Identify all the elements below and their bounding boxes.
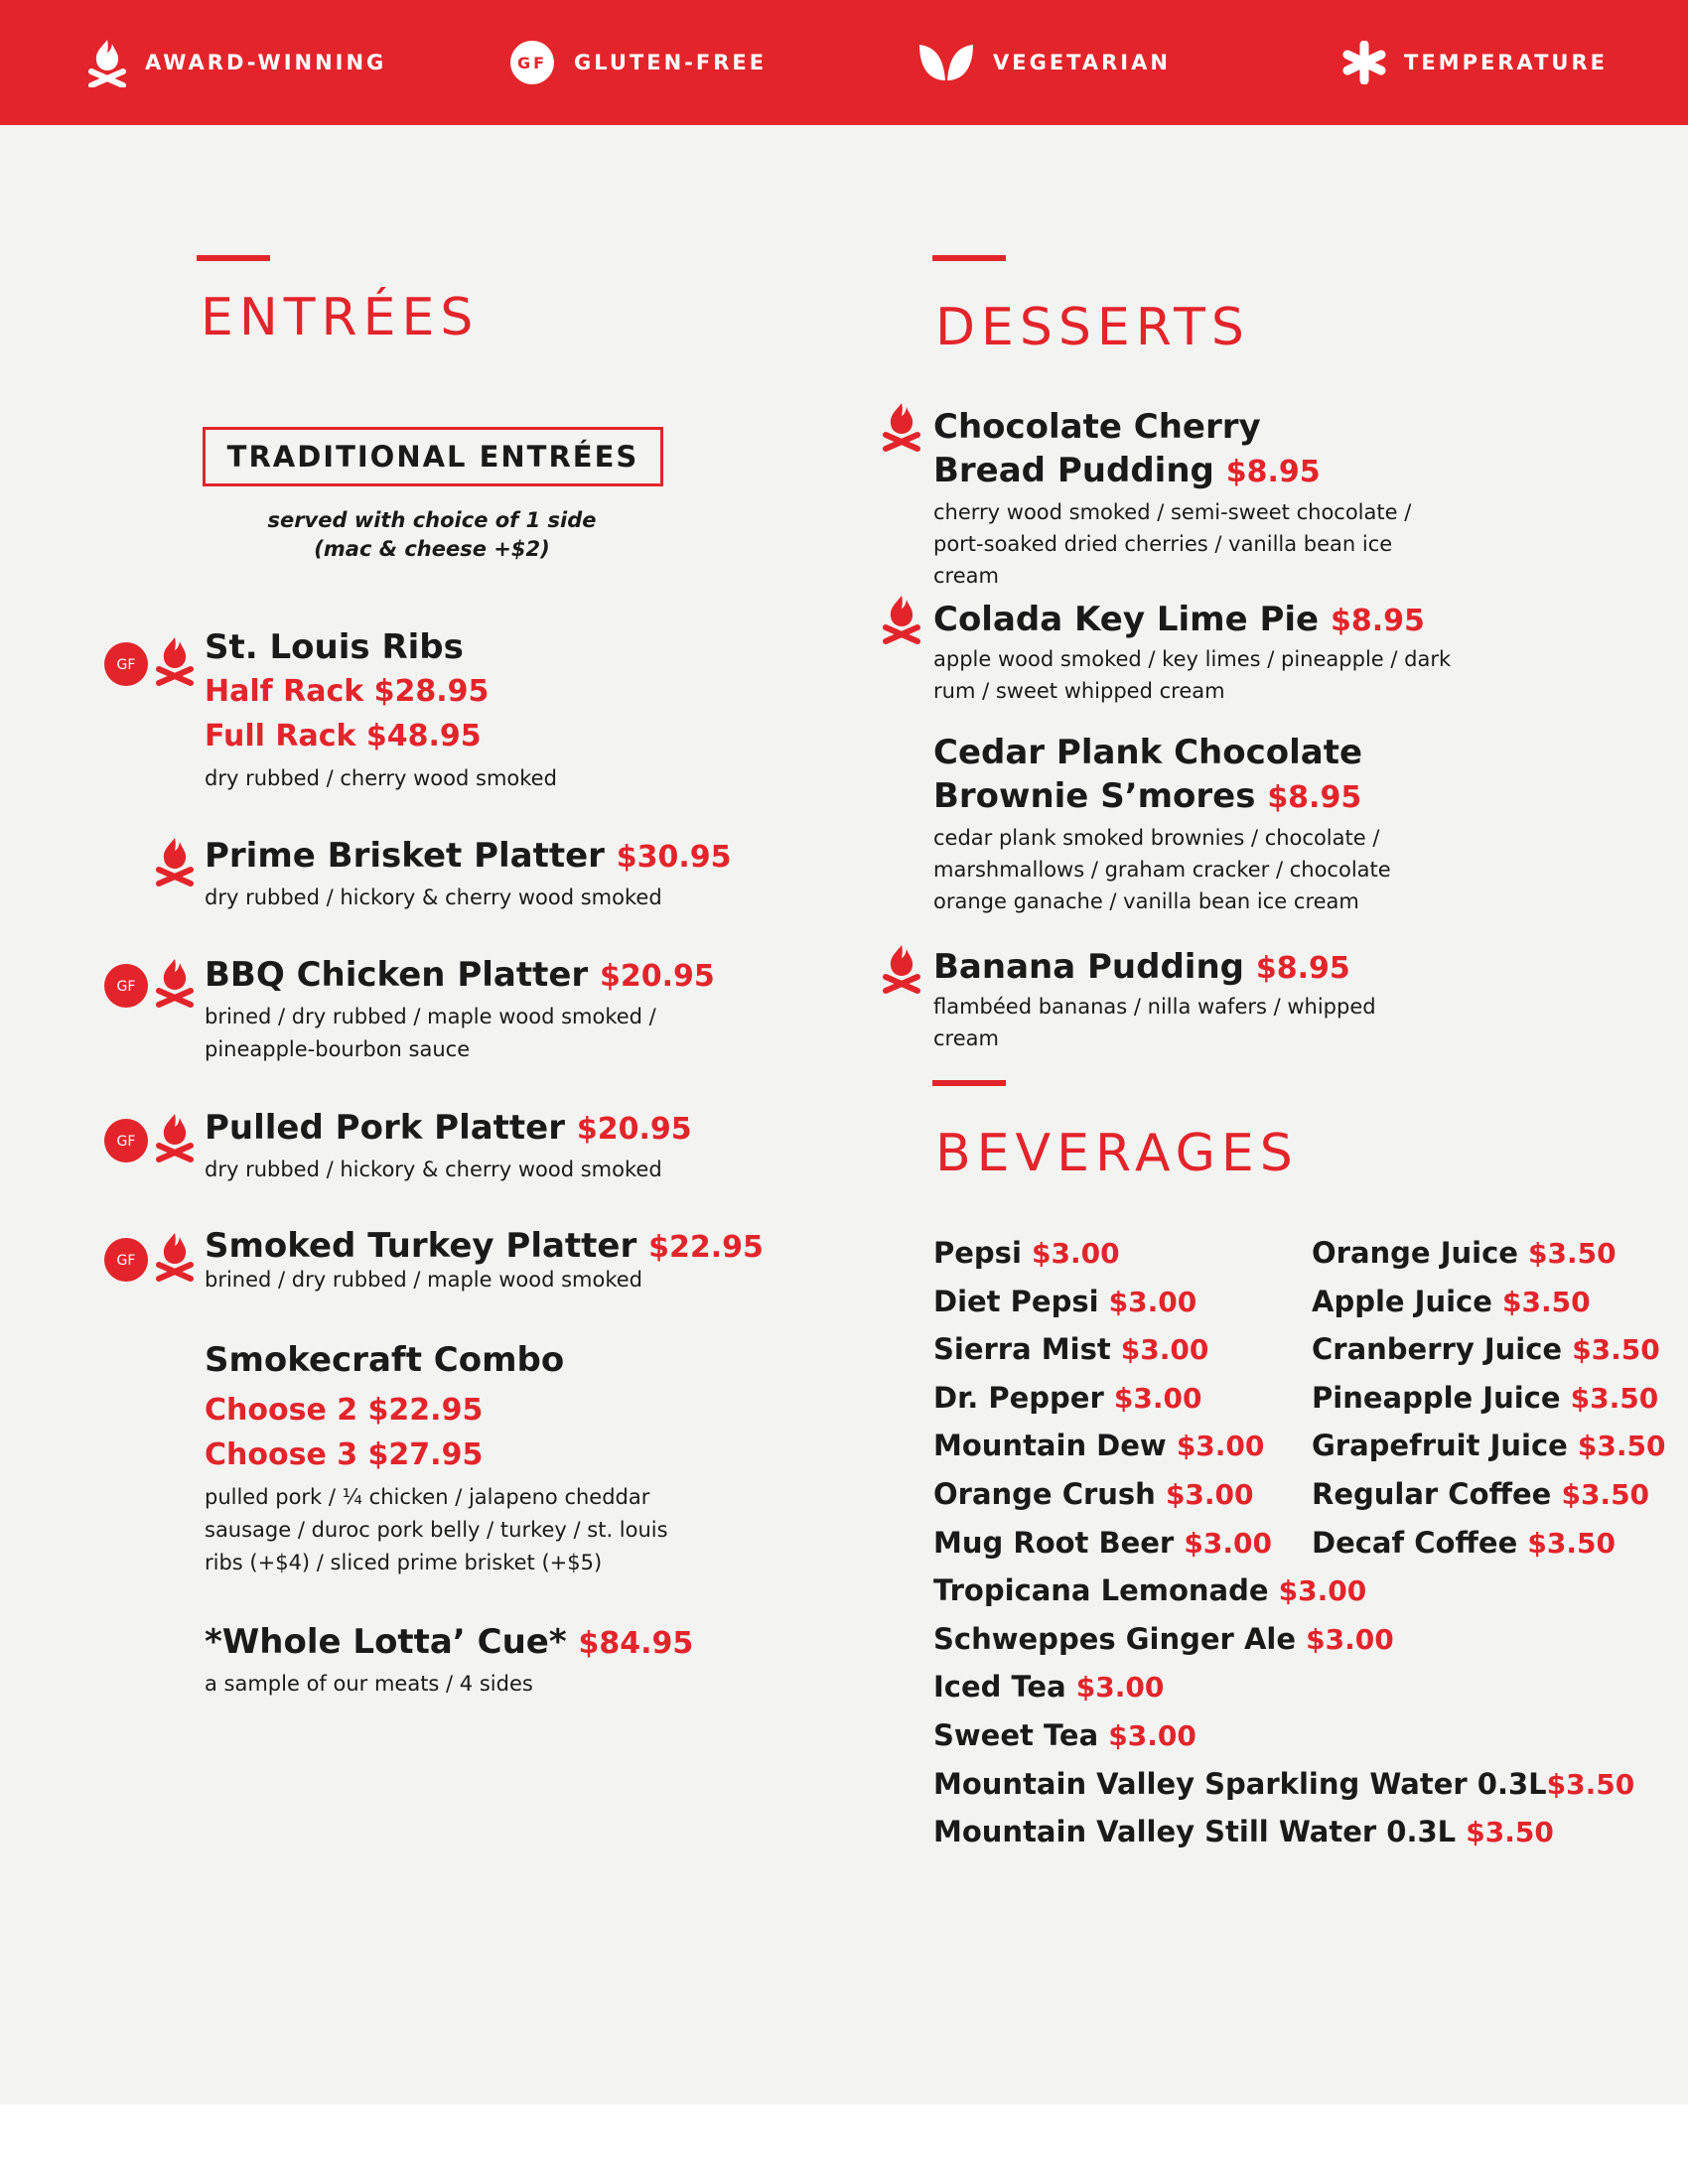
flame-icon bbox=[155, 955, 195, 1009]
flame-icon bbox=[882, 941, 921, 995]
item-price: $84.95 bbox=[578, 1626, 694, 1661]
beverage-item bbox=[1312, 1523, 1666, 1571]
section-rule bbox=[932, 255, 1006, 261]
item-description: port-soaked dried cherries / vanilla bean ice bbox=[933, 532, 1393, 556]
legend-award-winning bbox=[87, 0, 386, 125]
item-description: cream bbox=[933, 564, 999, 588]
beverage-name: Diet Pepsi bbox=[933, 1284, 1099, 1318]
item-description: cedar plank smoked brownies / chocolate / bbox=[933, 826, 1380, 850]
beverage-list-right bbox=[1312, 1233, 1666, 1570]
item-description: marshmallows / graham cracker / chocolate bbox=[933, 858, 1391, 882]
item-description: apple wood smoked / key limes / pineapple / dark bbox=[933, 647, 1452, 671]
beverage-price: $3.50 bbox=[1570, 1381, 1659, 1415]
item-price: $20.95 bbox=[600, 959, 715, 994]
desserts-title: DESSERTS bbox=[935, 298, 1250, 357]
entree-bbq-chicken bbox=[205, 953, 715, 1066]
beverage-price: $3.00 bbox=[1306, 1622, 1394, 1656]
item-description: a sample of our meats / 4 sides bbox=[205, 1672, 533, 1696]
item-description: sausage / duroc pork belly / turkey / st. louis bbox=[205, 1518, 668, 1542]
beverage-price: $3.50 bbox=[1577, 1430, 1666, 1463]
item-description: brined / dry rubbed / maple wood smoked bbox=[205, 1268, 642, 1292]
item-price: Choose 2 $22.95 bbox=[205, 1393, 484, 1428]
beverage-name: Cranberry Juice bbox=[1312, 1332, 1563, 1367]
section-rule bbox=[932, 1080, 1006, 1086]
dessert-cedar-plank-brownie-smores bbox=[933, 731, 1391, 917]
gf-badge-icon bbox=[103, 1237, 149, 1283]
svg-text:GF: GF bbox=[116, 1253, 136, 1269]
flame-icon bbox=[87, 38, 127, 87]
beverage-item bbox=[1312, 1282, 1666, 1330]
leaf-icon bbox=[917, 41, 975, 84]
item-name: Brownie S’mores bbox=[933, 776, 1256, 816]
beverage-name: Grapefruit Juice bbox=[1312, 1429, 1568, 1463]
svg-text:GF: GF bbox=[116, 1134, 136, 1150]
beverage-price: $3.50 bbox=[1572, 1333, 1660, 1367]
beverage-item bbox=[1312, 1378, 1666, 1427]
beverage-item bbox=[1312, 1426, 1666, 1474]
beverage-price: $3.00 bbox=[1075, 1671, 1165, 1705]
item-description: orange ganache / vanilla bean ice cream bbox=[933, 889, 1359, 913]
beverage-price: $3.00 bbox=[1032, 1237, 1120, 1270]
item-name: Prime Brisket Platter bbox=[205, 836, 605, 876]
item-price: $20.95 bbox=[576, 1112, 692, 1147]
item-price: Full Rack $48.95 bbox=[205, 719, 482, 753]
beverage-price: $3.00 bbox=[1184, 1526, 1272, 1560]
item-name: Chocolate Cherry bbox=[933, 407, 1261, 447]
beverage-item bbox=[933, 1764, 1634, 1813]
beverage-name: Sweet Tea bbox=[933, 1717, 1099, 1752]
item-description: pineapple-bourbon sauce bbox=[205, 1037, 471, 1061]
item-price: $8.95 bbox=[1255, 951, 1350, 986]
beverage-name: Apple Juice bbox=[1312, 1284, 1492, 1318]
beverage-price: $3.00 bbox=[1108, 1285, 1197, 1318]
beverage-item bbox=[1312, 1474, 1666, 1523]
entree-whole-lotta-cue bbox=[205, 1620, 693, 1701]
beverage-name: Orange Juice bbox=[1312, 1236, 1518, 1270]
beverage-name: Dr. Pepper bbox=[933, 1380, 1104, 1415]
beverage-name: Tropicana Lemonade bbox=[933, 1573, 1269, 1608]
item-name: Smokecraft Combo bbox=[205, 1340, 565, 1380]
item-price: $8.95 bbox=[1330, 604, 1425, 638]
beverage-price: $3.00 bbox=[1120, 1333, 1209, 1367]
beverage-price: $3.50 bbox=[1527, 1526, 1616, 1560]
item-price: $8.95 bbox=[1267, 780, 1362, 815]
item-price: $22.95 bbox=[648, 1230, 764, 1265]
legend-label: VEGETARIAN bbox=[993, 51, 1171, 74]
beverage-item bbox=[933, 1570, 1634, 1619]
gf-badge-icon bbox=[103, 641, 149, 687]
item-name: Colada Key Lime Pie bbox=[933, 600, 1320, 639]
flame-icon bbox=[155, 1110, 195, 1163]
item-price: $30.95 bbox=[616, 840, 732, 875]
beverage-name: Schweppes Ginger Ale bbox=[933, 1621, 1296, 1656]
beverage-name: Pineapple Juice bbox=[1312, 1380, 1561, 1415]
beverage-price: $3.00 bbox=[1108, 1718, 1196, 1752]
dessert-banana-pudding bbox=[933, 945, 1376, 1054]
beverage-name: Pepsi bbox=[933, 1236, 1022, 1270]
flame-icon bbox=[155, 1229, 195, 1283]
beverage-price: $3.50 bbox=[1546, 1767, 1635, 1801]
flame-icon bbox=[155, 633, 195, 687]
beverage-name: Decaf Coffee bbox=[1312, 1525, 1518, 1560]
legend-label: AWARD-WINNING bbox=[145, 51, 387, 74]
item-name: St. Louis Ribs bbox=[205, 627, 464, 667]
entree-prime-brisket bbox=[205, 834, 732, 914]
beverage-item bbox=[933, 1667, 1634, 1715]
item-description: rum / sweet whipped cream bbox=[933, 679, 1225, 703]
flame-icon bbox=[882, 399, 921, 453]
traditional-entrees-label: TRADITIONAL ENTRÉES bbox=[203, 427, 663, 486]
beverage-name: Mountain Dew bbox=[933, 1429, 1167, 1463]
beverage-name: Regular Coffee bbox=[1312, 1476, 1552, 1511]
svg-text:GF: GF bbox=[516, 54, 548, 72]
dessert-colada-key-lime-pie bbox=[933, 598, 1451, 707]
item-name: Bread Pudding bbox=[933, 451, 1214, 490]
gf-badge-icon bbox=[103, 963, 149, 1009]
item-description: cherry wood smoked / semi-sweet chocolate / bbox=[933, 500, 1412, 524]
served-line: served with choice of 1 side bbox=[267, 508, 597, 532]
flame-icon bbox=[882, 592, 921, 645]
entree-smokecraft-combo bbox=[205, 1338, 668, 1579]
flame-icon bbox=[155, 834, 195, 887]
served-line: (mac & cheese +$2) bbox=[314, 537, 550, 561]
item-price: Half Rack $28.95 bbox=[205, 674, 490, 709]
item-name: Pulled Pork Platter bbox=[205, 1108, 566, 1148]
gf-badge-icon bbox=[508, 39, 556, 86]
entree-pulled-pork bbox=[205, 1106, 692, 1186]
entree-smoked-turkey bbox=[205, 1224, 764, 1297]
legend-gluten-free bbox=[508, 0, 767, 125]
beverage-name: Mountain Valley Sparkling Water 0.3L bbox=[933, 1766, 1547, 1801]
item-description: ribs (+$4) / sliced prime brisket (+$5) bbox=[205, 1551, 603, 1574]
dessert-chocolate-cherry-bread-pudding bbox=[933, 405, 1411, 592]
beverage-price: $3.50 bbox=[1528, 1237, 1617, 1270]
item-name: BBQ Chicken Platter bbox=[205, 955, 589, 995]
item-price: $8.95 bbox=[1225, 455, 1321, 489]
legend-label: TEMPERATURE bbox=[1404, 51, 1608, 74]
item-description: dry rubbed / cherry wood smoked bbox=[205, 766, 557, 790]
item-description: flambéed bananas / nilla wafers / whipped bbox=[933, 995, 1376, 1019]
beverage-item bbox=[933, 1812, 1634, 1860]
beverage-name: Orange Crush bbox=[933, 1476, 1156, 1511]
item-description: pulled pork / ¼ chicken / jalapeno cheddar bbox=[205, 1485, 650, 1509]
item-description: dry rubbed / hickory & cherry wood smoked bbox=[205, 1158, 662, 1181]
legend-label: GLUTEN-FREE bbox=[574, 51, 768, 74]
item-description: cream bbox=[933, 1026, 999, 1050]
item-name: Banana Pudding bbox=[933, 947, 1244, 987]
item-name: Smoked Turkey Platter bbox=[205, 1226, 637, 1266]
beverage-item bbox=[933, 1715, 1634, 1764]
served-with-note bbox=[199, 506, 665, 564]
beverage-name: Mountain Valley Still Water 0.3L bbox=[933, 1815, 1457, 1849]
beverage-name: Mug Root Beer bbox=[933, 1525, 1175, 1560]
beverage-price: $3.00 bbox=[1165, 1477, 1254, 1511]
gf-badge-icon bbox=[103, 1118, 149, 1163]
item-price: Choose 3 $27.95 bbox=[205, 1437, 484, 1472]
beverage-price: $3.50 bbox=[1561, 1477, 1650, 1511]
beverage-name: Iced Tea bbox=[933, 1670, 1066, 1705]
item-name: *Whole Lotta’ Cue* bbox=[205, 1622, 567, 1662]
beverage-price: $3.00 bbox=[1278, 1574, 1367, 1608]
beverage-price: $3.00 bbox=[1176, 1430, 1265, 1463]
entree-st-louis-ribs bbox=[205, 625, 557, 795]
beverage-item bbox=[933, 1619, 1634, 1668]
beverage-name: Sierra Mist bbox=[933, 1332, 1121, 1367]
beverage-price: $3.00 bbox=[1113, 1381, 1202, 1415]
beverage-item bbox=[1312, 1329, 1666, 1378]
item-description: brined / dry rubbed / maple wood smoked / bbox=[205, 1005, 656, 1028]
section-rule bbox=[197, 255, 270, 261]
item-description: dry rubbed / hickory & cherry wood smoked bbox=[205, 886, 662, 909]
legend-vegetarian bbox=[917, 0, 1171, 125]
beverages-title: BEVERAGES bbox=[935, 1124, 1299, 1183]
beverage-item bbox=[1312, 1233, 1666, 1282]
svg-text:GF: GF bbox=[116, 657, 136, 673]
svg-text:GF: GF bbox=[116, 979, 136, 995]
beverage-price: $3.50 bbox=[1466, 1816, 1554, 1849]
item-name: Cedar Plank Chocolate bbox=[933, 733, 1363, 772]
beverage-price: $3.50 bbox=[1502, 1285, 1591, 1318]
legend-temperature bbox=[1342, 0, 1608, 125]
entrees-title: ENTRÉES bbox=[201, 288, 480, 347]
asterisk-icon bbox=[1342, 41, 1386, 84]
